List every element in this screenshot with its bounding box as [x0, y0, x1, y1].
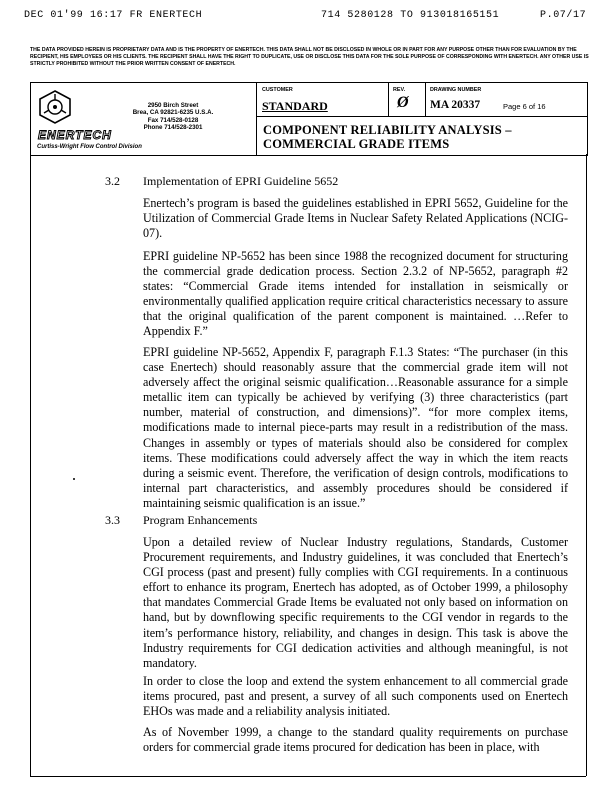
fax-header	[24, 10, 603, 24]
left-border	[30, 154, 31, 776]
right-border	[586, 154, 587, 776]
paragraph: Upon a detailed review of Nuclear Industry regulations, Standards, Customer Procurement requirements, and Industry guidelines, it was concluded that Enertech’s CGI process (past and present) fully complies with CGI requirements. In a continuous effort to enhance its program, Enertech has adopted, as of October 1999, a philosophy that mandates Commercial Grade Items be evaluated not only based on information on hand, but by downflowing specific requirements to the CGI vendor in regards to the item’s performance history, reliability, and changes in design. This task is above the Industry requirements for CGI dedication activities and although meaningful, is not mandatory.	[143, 535, 568, 670]
section-number: 3.2	[105, 174, 120, 188]
enertech-logo-icon	[37, 89, 73, 125]
fax-page: P.07/17	[540, 10, 587, 21]
proprietary-notice: THE DATA PROVIDED HEREIN IS PROPRIETARY DATA AND IS THE PROPERTY OF ENERTECH. THIS DATA SHALL NOT BE DISCLOSED IN WHOLE OR IN PART FOR ANY PURPOSE OTHER THAN FOR EVALUATION BY THE RECIPIENT, HIS EMPLOYEES OR HIS CLIENTS. THE RECIPIENT SHALL HAVE THE RIGHT TO DUPLICATE, USE OR DISCLOSE THIS DATA FOR THE SOLE PURPOSE OF CORRESPONDING WITH ENERTECH. ANY OTHER USE IS STRICTLY PROHIBITED WITHOUT THE PRIOR WRITTEN CONSENT OF ENERTECH.	[30, 47, 589, 67]
fax-date-time: DEC 01'99 16:17 FR ENERTECH	[24, 10, 203, 21]
title-block	[30, 82, 588, 156]
company-address: 2950 Birch Street Brea, CA 92821-6235 U.S.A. Fax 714/528-0128 Phone 714/528-2301	[132, 102, 214, 132]
company-division: Curtiss-Wright Flow Control Division	[37, 144, 142, 150]
page-info: Page 6 of 16	[503, 102, 546, 111]
paragraph: EPRI guideline NP-5652, Appendix F, paragraph F.1.3 States: “The purchaser (in this case Enertech) should reasonably assure that the commercial grade item will not adversely affect the original seismic qualification…Reasonable assurance for a simple metallic item can typically be achieved by verifying (3) three characteristics (part number, material of construction, and dimensions)”. “for more complex items, modifications made to internal piece-parts may result in a redistribution of the mass. Changes in assembly or types of materials should also be considered for complex items. These modifications could adversely affect the way in which the item reacts during a seismic event. Therefore, the verification of design controls, modifications to internal part characteristics, and assembly procedures should be considered if maintaining seismic qualification is an issue.”	[143, 345, 568, 510]
section-title: Implementation of EPRI Guideline 5652	[143, 174, 339, 188]
bottom-border	[30, 776, 586, 777]
paragraph: As of November 1999, a change to the standard quality requirements on purchase orders for commercial grade items procured for dedication has been in place, with	[143, 725, 568, 755]
company-logo-text: ENERTECH	[38, 128, 112, 142]
document-title: COMPONENT RELIABILITY ANALYSIS – COMMERCIAL GRADE ITEMS	[263, 123, 512, 151]
section-title: Program Enhancements	[143, 513, 258, 527]
drawing-number-value: MA 20337	[430, 99, 481, 111]
rev-value: Ø	[397, 94, 409, 111]
paragraph: EPRI guideline NP-5652 has been since 1988 the recognized document for structuring the commercial grade dedication process. Section 2.3.2 of NP-5652, paragraph #2 states: “Commercial Grade items intended for installation in seismically or environmentally qualified application require critical characteristics necessary to assure that the original qualification of the parent component is maintained. …Refer to Appendix F.”	[143, 249, 568, 339]
paragraph: Enertech’s program is based the guidelines established in EPRI 5652, Guideline for the Utilization of Commercial Grade Items in Nuclear Safety Related Applications (NCIG-07).	[143, 196, 568, 241]
drawing-number-label: DRAWING NUMBER	[430, 87, 482, 93]
stray-mark	[73, 478, 75, 480]
customer-label: CUSTOMER	[262, 87, 293, 93]
customer-value: STANDARD	[262, 99, 328, 113]
paragraph: In order to close the loop and extend the system enhancement to all commercial grade items procured, past and present, a survey of all such components used on Enertech EHOs was made and a reliability analysis initiated.	[143, 674, 568, 719]
section-number: 3.3	[105, 513, 120, 527]
fax-transmission: 714 5280128 TO 913018165151	[321, 10, 500, 21]
company-block	[31, 83, 256, 155]
rev-label: REV.	[393, 87, 406, 93]
